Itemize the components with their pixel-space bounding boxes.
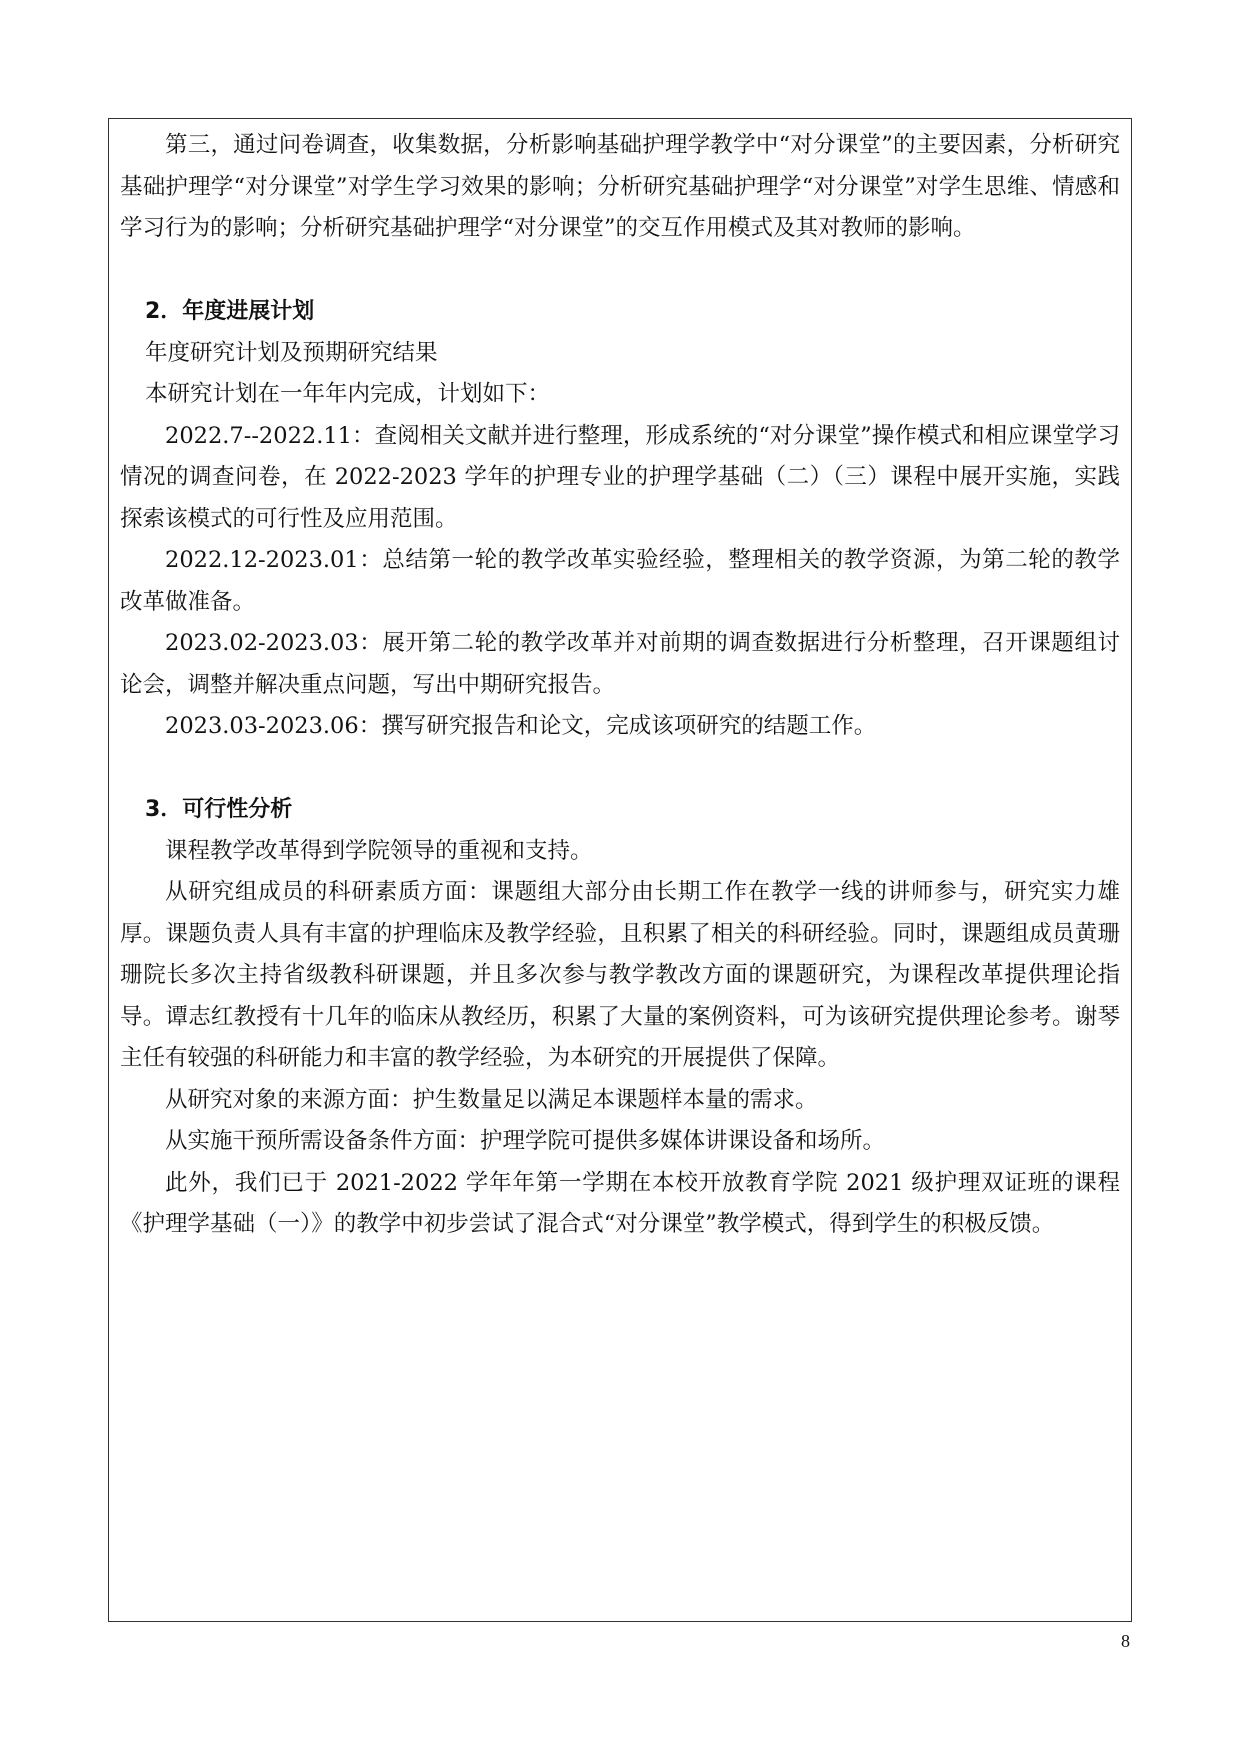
spacer (120, 748, 1120, 790)
feasibility-paragraph: 从研究对象的来源方面：护生数量足以满足本课题样本量的需求。 (165, 1086, 818, 1113)
feasibility-paragraph: 从实施干预所需设备条件方面：护理学院可提供多媒体讲课设备和场所。 (165, 1128, 886, 1154)
plan-item: 2023.02-2023.03：展开第二轮的教学改革并对前期的调查数据进行分析整理，召开课题组讨论会，调整并解决重点问题，写出中期研究报告。 (120, 630, 1120, 698)
feasibility-paragraph: 此外，我们已于 2021-2022 学年年第一学期在本校开放教育学院 2021 级护理双证班的课程《护理学基础（一）》的教学中初步尝试了混合式“对分课堂”教学模式，得到学生的积极反馈。 (120, 1169, 1120, 1237)
plan-item: 2022.7--2022.11：查阅相关文献并进行整理，形成系统的“对分课堂”操作模式和相应课堂学习情况的调查问卷，在 2022-2023 学年的护理专业的护理学基础（二）（三）课程中展开实施，实践探索该模式的可行性及应用范围。 (120, 422, 1120, 532)
spacer (120, 250, 1120, 292)
paragraph-third-point: 第三，通过问卷调查，收集数据，分析影响基础护理学教学中“对分课堂”的主要因素，分析研究基础护理学“对分课堂”对学生学习效果的影响；分析研究基础护理学“对分课堂”对学生思维、情感和学习行为的影响；分析研究基础护理学“对分课堂”的交互作用模式及其对教师的影响。 (120, 132, 1120, 241)
section-heading-feasibility: 3．可行性分析 (145, 797, 293, 822)
section-heading-annual-plan: 2．年度进展计划 (145, 299, 315, 324)
feasibility-paragraph: 课程教学改革得到学院领导的重视和支持。 (165, 837, 593, 864)
annual-plan-intro: 本研究计划在一年年内完成，计划如下： (145, 381, 551, 407)
feasibility-paragraph: 从研究组成员的科研素质方面：课题组大部分由长期工作在教学一线的讲师参与，研究实力雄厚。课题负责人具有丰富的护理临床及教学经验，且积累了相关的科研经验。同时，课题组成员黄珊珊院长多次主持省级教科研课题，并且多次参与教学教改方面的课题研究，为课程改革提供理论指导。谭志红教授有十几年的临床从教经历，积累了大量的案例资料，可为该研究提供理论参考。谢琴主任有较强的科研能力和丰富的教学经验，为本研究的开展提供了保障。 (120, 879, 1120, 1071)
annual-plan-subtitle: 年度研究计划及预期研究结果 (145, 339, 438, 366)
document-content (120, 125, 1120, 1246)
plan-item: 2023.03-2023.06：撰写研究报告和论文，完成该项研究的结题工作。 (165, 713, 877, 739)
page-number: 8 (1121, 1631, 1130, 1651)
plan-item: 2022.12-2023.01：总结第一轮的教学改革实验经验，整理相关的教学资源，为第二轮的教学改革做准备。 (120, 547, 1120, 615)
